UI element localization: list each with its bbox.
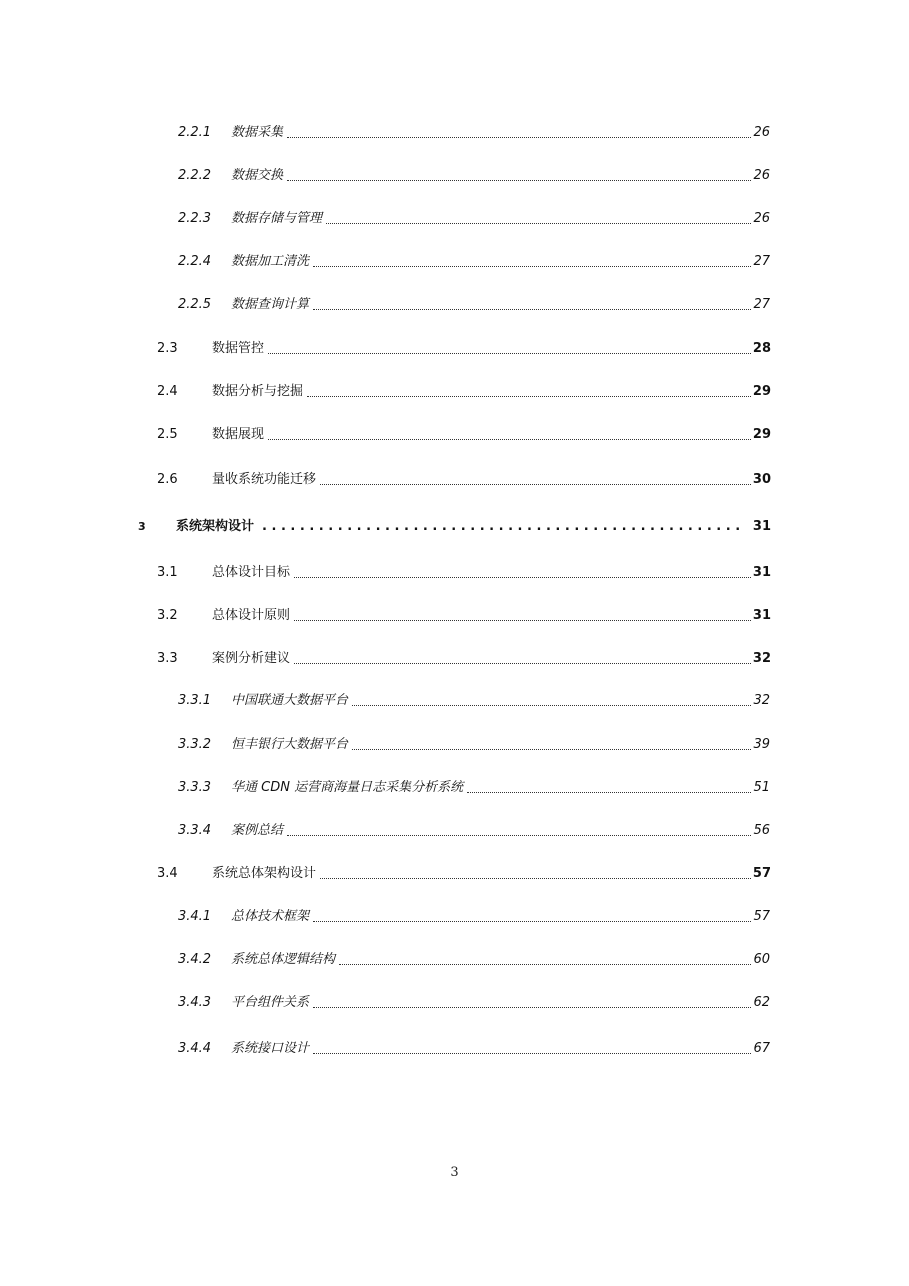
toc-entry-title: 量收系统功能迁移 (212, 472, 317, 487)
toc-entry-number: 2.4 (157, 384, 178, 399)
toc-entry-3-3-1[interactable] (178, 687, 770, 709)
toc-entry-page: 31 (752, 608, 771, 623)
toc-entry-number: 3.4.1 (178, 909, 212, 924)
toc-entry-page: 29 (752, 427, 771, 442)
dot-leader (313, 254, 751, 267)
toc-entry-number: 2.5 (157, 427, 178, 442)
toc-entry-2-2-5[interactable] (178, 291, 770, 313)
toc-entry-title: 数据采集 (231, 125, 284, 140)
toc-entry-3-2[interactable] (157, 602, 771, 624)
toc-entry-title: 数据展现 (212, 427, 265, 442)
toc-entry-title: 数据分析与挖掘 (212, 384, 304, 399)
toc-entry-3-4-3[interactable] (178, 989, 770, 1011)
dot-leader (287, 125, 751, 138)
toc-entry-title: 数据查询计算 (231, 297, 310, 312)
dot-leader (313, 1041, 751, 1054)
dot-leader (467, 780, 751, 793)
toc-entry-number: 3.3.1 (178, 693, 212, 708)
toc-entry-2-2-2[interactable] (178, 162, 770, 184)
toc-entry-2-5[interactable] (157, 421, 771, 443)
toc-entry-title: 总体技术框架 (231, 909, 310, 924)
toc-entry-number: 3.4.3 (178, 995, 212, 1010)
toc-entry-number: 3.3.4 (178, 823, 212, 838)
toc-entry-page: 26 (753, 211, 770, 226)
toc-entry-page: 26 (753, 168, 770, 183)
toc-entry-page: 51 (753, 780, 770, 795)
toc-entry-3[interactable] (138, 513, 771, 535)
toc-entry-title: 平台组件关系 (231, 995, 310, 1010)
toc-entry-title: 系统接口设计 (231, 1041, 310, 1056)
dot-leader (320, 866, 751, 879)
toc-entry-number: 2.2.4 (178, 254, 212, 269)
toc-entry-title: 系统总体架构设计 (212, 866, 317, 881)
toc-entry-3-3-2[interactable] (178, 731, 770, 753)
toc-entry-3-1[interactable] (157, 559, 771, 581)
dot-leader (326, 211, 751, 224)
toc-entry-page: 56 (753, 823, 770, 838)
toc-entry-number: 3.3.3 (178, 780, 212, 795)
toc-entry-page: 32 (753, 693, 770, 708)
toc-entry-number: 2.3 (157, 341, 178, 356)
dot-leader (339, 952, 751, 965)
toc-entry-3-4-1[interactable] (178, 903, 770, 925)
toc-entry-title: 系统架构设计 (176, 519, 255, 534)
toc-entry-number: 3.3.2 (178, 737, 212, 752)
toc-entry-page: 57 (752, 866, 771, 881)
toc-entry-title: 总体设计原则 (212, 608, 291, 623)
toc-entry-title: 华通 CDN 运营商海量日志采集分析系统 (231, 780, 464, 795)
toc-entry-number: 2.2.2 (178, 168, 212, 183)
toc-entry-page: 31 (752, 519, 771, 534)
toc-entry-number: 3.4 (157, 866, 178, 881)
dot-leader (287, 168, 751, 181)
toc-entry-number: 3 (138, 520, 146, 533)
toc-entry-page: 62 (753, 995, 770, 1010)
toc-entry-number: 2.2.1 (178, 125, 212, 140)
page-number: 3 (450, 1165, 459, 1180)
dot-leader (313, 995, 751, 1008)
dot-leader (294, 565, 751, 578)
dot-leader (294, 651, 751, 664)
toc-entry-3-4-2[interactable] (178, 946, 770, 968)
toc-entry-title: 案例总结 (231, 823, 284, 838)
toc-entry-page: 27 (753, 254, 770, 269)
toc-entry-number: 3.4.2 (178, 952, 212, 967)
toc-entry-page: 32 (752, 651, 771, 666)
dot-leader (262, 519, 745, 535)
toc-entry-2-6[interactable] (157, 466, 771, 488)
dot-leader (268, 341, 751, 354)
dot-leader (352, 693, 751, 706)
toc-entry-2-2-1[interactable] (178, 119, 770, 141)
toc-entry-title: 数据管控 (212, 341, 265, 356)
toc-entry-page: 67 (753, 1041, 770, 1056)
toc-entry-title: 恒丰银行大数据平台 (231, 737, 349, 752)
toc-entry-number: 3.3 (157, 651, 178, 666)
toc-entry-page: 31 (752, 565, 771, 580)
toc-entry-2-2-3[interactable] (178, 205, 770, 227)
toc-entry-number: 2.6 (157, 472, 178, 487)
toc-entry-title: 系统总体逻辑结构 (231, 952, 336, 967)
toc-entry-3-4-4[interactable] (178, 1035, 770, 1057)
toc-entry-page: 60 (753, 952, 770, 967)
toc-entry-3-3[interactable] (157, 645, 771, 667)
toc-entry-3-3-3[interactable] (178, 774, 770, 796)
toc-entry-number: 2.2.5 (178, 297, 212, 312)
toc-entry-page: 29 (752, 384, 771, 399)
toc-entry-title: 数据加工清洗 (231, 254, 310, 269)
toc-entry-2-2-4[interactable] (178, 248, 770, 270)
dot-leader (320, 472, 751, 485)
toc-entry-title: 总体设计目标 (212, 565, 291, 580)
toc-entry-title: 案例分析建议 (212, 651, 291, 666)
toc-entry-number: 3.2 (157, 608, 178, 623)
toc-entry-number: 3.4.4 (178, 1041, 212, 1056)
toc-entry-page: 28 (752, 341, 771, 356)
toc-entry-title: 数据存储与管理 (231, 211, 323, 226)
toc-entry-2-3[interactable] (157, 335, 771, 357)
toc-entry-title: 中国联通大数据平台 (231, 693, 349, 708)
toc-entry-title: 数据交换 (231, 168, 284, 183)
dot-leader (268, 427, 751, 440)
dot-leader (313, 297, 751, 310)
dot-leader (352, 737, 751, 750)
toc-entry-3-4[interactable] (157, 860, 771, 882)
dot-leader (287, 823, 751, 836)
toc-entry-number: 3.1 (157, 565, 178, 580)
toc-entry-2-4[interactable] (157, 378, 771, 400)
toc-entry-number: 2.2.3 (178, 211, 212, 226)
toc-entry-page: 26 (753, 125, 770, 140)
dot-leader (307, 384, 751, 397)
toc-entry-page: 30 (752, 472, 771, 487)
toc-entry-3-3-4[interactable] (178, 817, 770, 839)
dot-leader (294, 608, 751, 621)
toc-entry-page: 57 (753, 909, 770, 924)
toc-entry-page: 39 (753, 737, 770, 752)
toc-entry-page: 27 (753, 297, 770, 312)
dot-leader (313, 909, 751, 922)
